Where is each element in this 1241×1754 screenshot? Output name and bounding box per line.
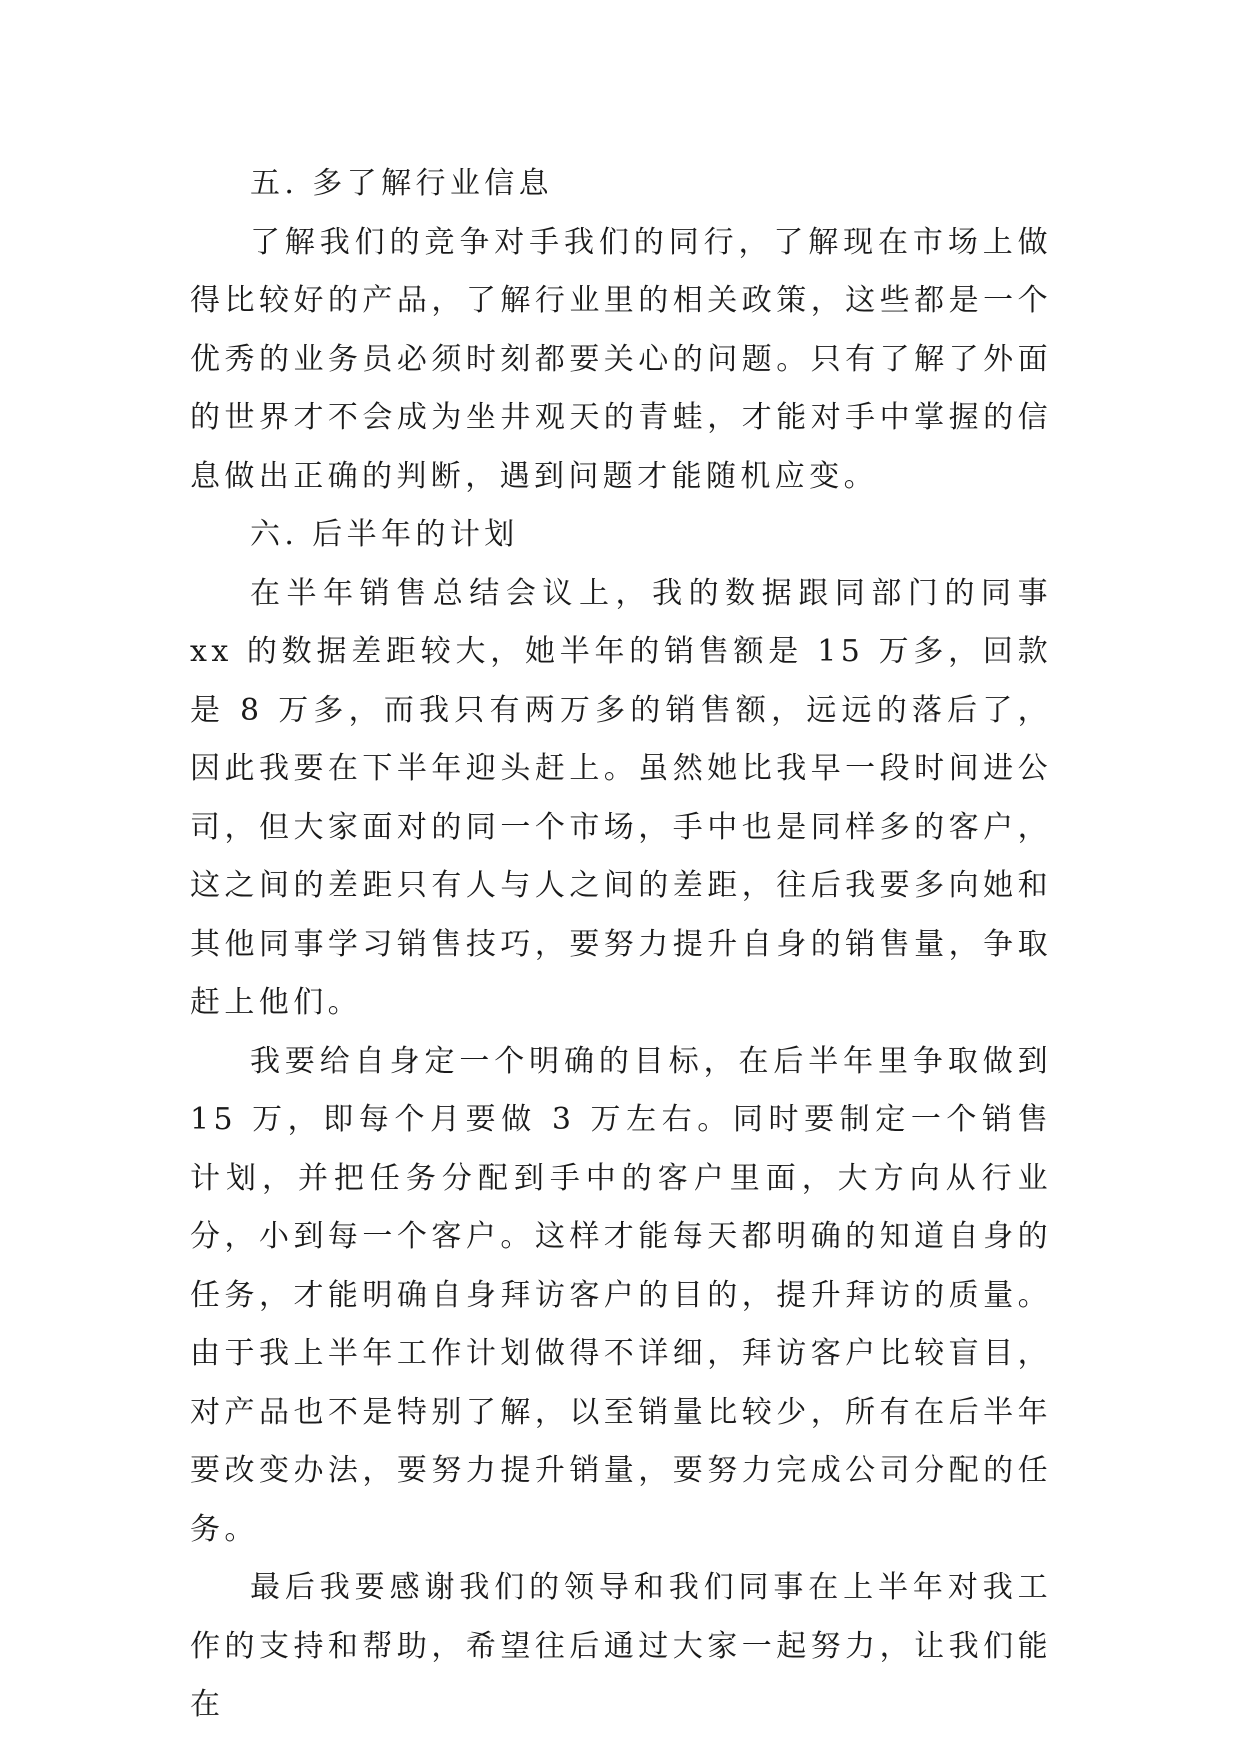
paragraph: 最后我要感谢我们的领导和我们同事在上半年对我工作的支持和帮助，希望往后通过大家一起努力，让我们能在 bbox=[190, 1570, 1052, 1722]
paragraph: 在半年销售总结会议上，我的数据跟同部门的同事 xx 的数据差距较大，她半年的销售额是 15 万多，回款是 8 万多，而我只有两万多的销售额，远远的落后了，因此我要在下半年迎头赶上。虽然她比我早一段时间进公司，但大家面对的同一个市场，手中也是同样多的客户，这之间的差距只有人与人之间的差距，往后我要多向她和其他同事学习销售技巧，要努力提升自身的销售量，争取赶上他们。 bbox=[190, 575, 1052, 1020]
document-body bbox=[190, 155, 1052, 1735]
paragraph: 我要给自身定一个明确的目标，在后半年里争取做到 15 万，即每个月要做 3 万左右。同时要制定一个销售计划，并把任务分配到手中的客户里面，大方向从行业分，小到每一个客户。这样才能每天都明确的知道自身的任务，才能明确自身拜访客户的目的，提升拜访的质量。由于我上半年工作计划做得不详细，拜访客户比较盲目，对产品也不是特别了解，以至销量比较少，所有在后半年要改变办法，要努力提升销量，要努力完成公司分配的任务。 bbox=[190, 1043, 1052, 1547]
section-heading: 六. 后半年的计划 bbox=[250, 517, 519, 552]
section-heading: 五. 多了解行业信息 bbox=[250, 166, 554, 201]
paragraph: 了解我们的竞争对手我们的同行，了解现在市场上做得比较好的产品，了解行业里的相关政策，这些都是一个优秀的业务员必须时刻都要关心的问题。只有了解了外面的世界才不会成为坐井观天的青蛙，才能对手中掌握的信息做出正确的判断，遇到问题才能随机应变。 bbox=[190, 224, 1052, 494]
